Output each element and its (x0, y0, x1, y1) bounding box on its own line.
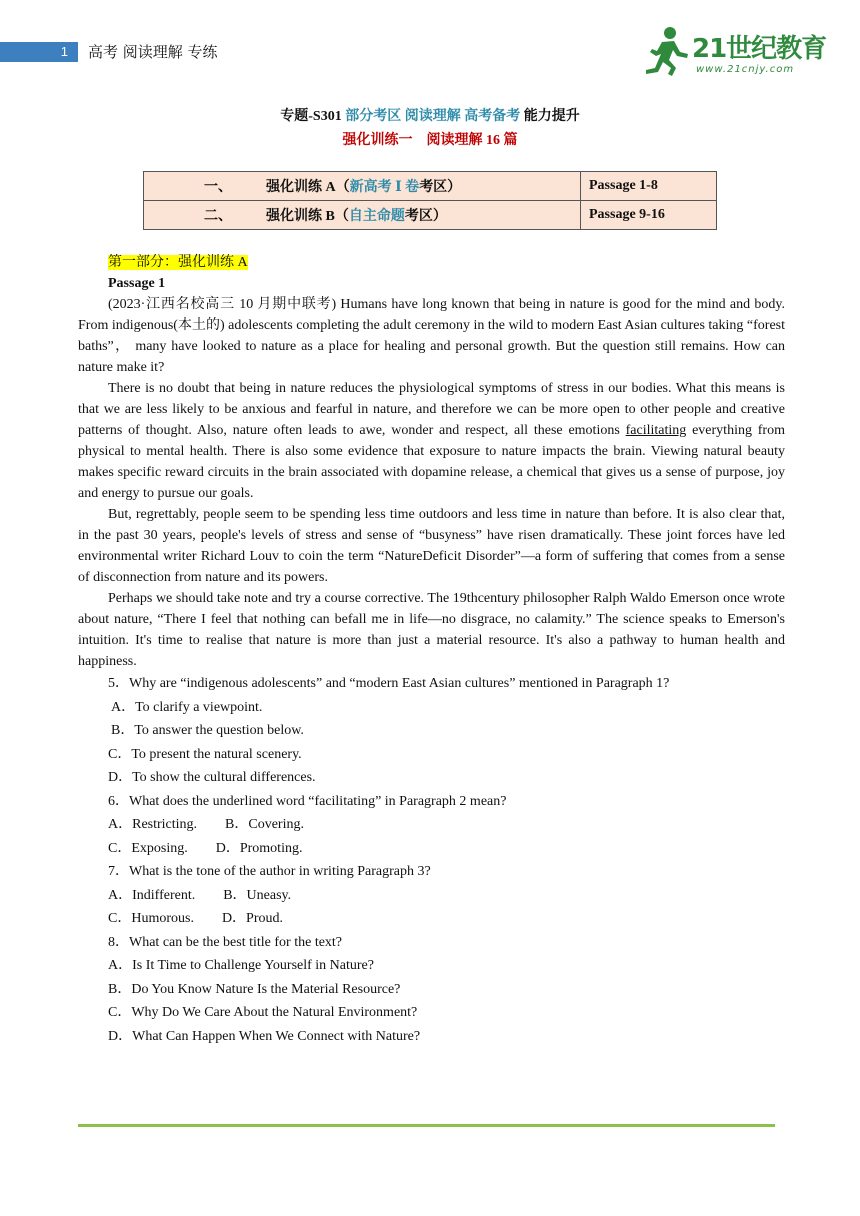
option: C．Why Do We Care About the Natural Environment? (108, 1005, 418, 1020)
doc-title-suffix: 能力提升 (520, 109, 580, 124)
option: D．What Can Happen When We Connect with Nature? (108, 1028, 421, 1044)
toc-cell-label (144, 201, 581, 230)
option: D．To show the cultural differences. (108, 770, 316, 785)
doc-title-topic: 部分考区 阅读理解 高考备考 (345, 109, 521, 124)
toc-table (143, 171, 717, 230)
section-heading-text: 第一部分：强化训练 A (108, 255, 248, 270)
question-8: 8．What can be the best title for the text? (108, 934, 343, 950)
logo-url: www.21cnjy.com (696, 64, 795, 75)
option: B．To answer the question below. (111, 723, 304, 738)
brand-logo (640, 24, 827, 82)
paragraph-2 (78, 378, 785, 504)
toc-label-end: 考区） (419, 180, 462, 195)
doc-subtitle: 强化训练一 阅读理解 16 篇 (342, 133, 518, 148)
header-title: 高考 阅读理解 专练 (88, 43, 218, 61)
paragraph-1: (2023·江西名校高三 10 月期中联考) Humans have long known that being in nature is good for the mind and body. From indigenous(本土的) adolescents completing the adult ceremony in the wild to modern East Asian cultures taking “forest baths”， many have looked to nature as a place for healing and personal growth. But the question still remains. How can nature make it? (78, 297, 785, 375)
paragraph-4: Perhaps we should take note and try a course corrective. The 19thcentury philosopher Ralph Waldo Emerson once wrote about nature, “There I feel that nothing can befall me in life—no disgrace, no calamity.” The science speaks to Emerson's intuition. It's time to realise that nature is more than just a material resource. It's also a pathway to human health and happiness. (78, 591, 785, 669)
toc-label: 强化训练 B（ (266, 209, 349, 224)
passage-label: Passage 1 (108, 276, 166, 291)
footer-divider (78, 1124, 775, 1127)
doc-title (0, 105, 860, 125)
question-5: 5．Why are “indigenous adolescents” and “modern East Asian cultures” mentioned in Paragraph 1? (108, 676, 670, 691)
toc-cell-range: Passage 9-16 (581, 201, 717, 230)
page-number-badge: 1 (0, 42, 78, 62)
option: A．To clarify a viewpoint. (111, 699, 263, 715)
toc-label-highlight: 新高考 Ⅰ 卷 (349, 180, 420, 195)
question-7: 7．What is the tone of the author in writing Paragraph 3? (108, 864, 431, 879)
toc-cell-label (144, 172, 581, 201)
option: A．Indifferent. B．Uneasy. (108, 887, 292, 903)
paragraph-3: But, regrettably, people seem to be spending less time outdoors and less time in nature than before. It is also clear that, in the past 30 years, people's levels of stress and sense of “busyness” have risen dramatically. These joint forces have led environmental writer Richard Louv to coin the term “NatureDeficit Disorder”—a form of suffering that comes from a sense of disconnection from nature and its powers. (78, 507, 785, 585)
option: C．To present the natural scenery. (108, 746, 302, 762)
option: B．Do You Know Nature Is the Material Resource? (108, 981, 401, 997)
toc-num: 一、 (204, 180, 232, 195)
paragraph-2-start: There is no doubt that being in nature reduces the physiological symptoms of stress in our bodies. What this means is that we are less likely to be anxious and fearful in nature, and therefore we can be more open to other people and creative patterns of thought. Also, nature often leads to awe, wonder and respect, all these emotions (78, 381, 785, 438)
option: A．Is It Time to Challenge Yourself in Nature? (108, 958, 374, 973)
toc-label-highlight: 自主命题 (348, 209, 405, 224)
toc-cell-range: Passage 1-8 (581, 172, 717, 201)
option: A．Restricting. B．Covering. (108, 817, 304, 832)
doc-title-code: 专题-S301 (280, 109, 346, 124)
option: C．Humorous. D．Proud. (108, 911, 284, 926)
logo-text: 21世纪教育 (692, 34, 827, 64)
toc-label-end: 考区） (404, 209, 447, 224)
toc-row (144, 201, 717, 230)
toc-row (144, 172, 717, 201)
paragraph-2-end: everything from physical to mental health. There is also some evidence that exposure to nature impacts the brain. Viewing natural beauty makes specific reward circuits in the brain associated with dopamine release, a chemical that gives us a sense of purpose, joy and energy to pursue our goals. (78, 423, 785, 501)
toc-num: 二、 (204, 209, 232, 224)
option: C．Exposing. D．Promoting. (108, 840, 303, 856)
section-heading (78, 252, 785, 273)
underlined-word: facilitating (625, 423, 687, 438)
main-content (78, 252, 785, 1048)
toc-label: 强化训练 A（ (266, 180, 350, 195)
runner-icon (640, 24, 692, 82)
question-6: 6．What does the underlined word “facilitating” in Paragraph 2 mean? (108, 793, 507, 809)
